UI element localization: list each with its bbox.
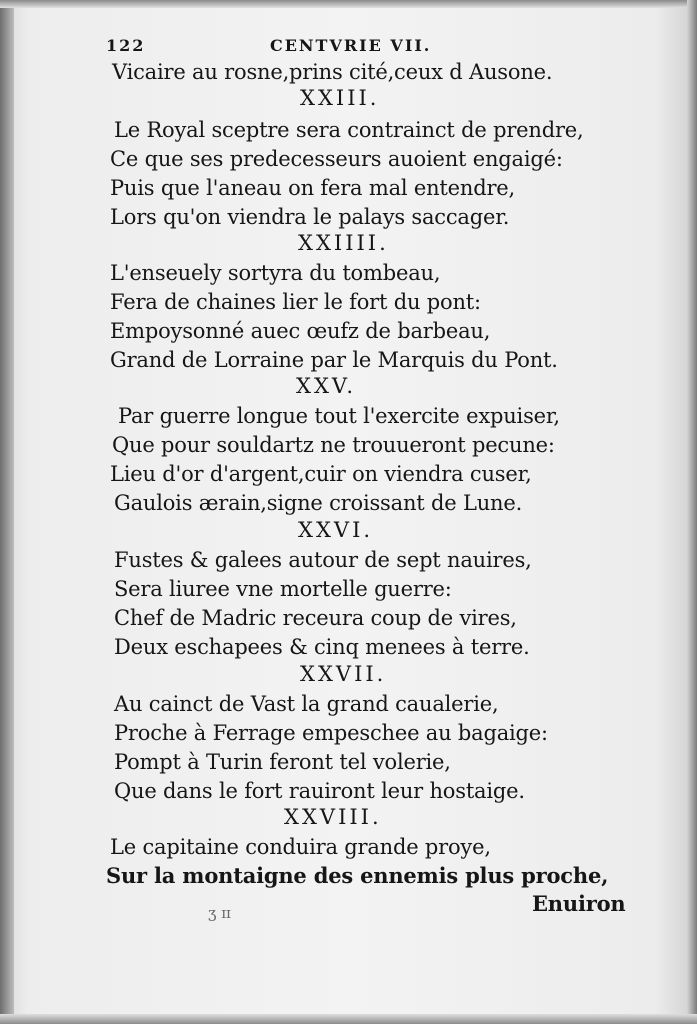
verse-line: Fustes & galees autour de sept nauires,	[114, 548, 532, 572]
verse-line: Lors qu'on viendra le palays saccager.	[110, 205, 510, 229]
quatrain-number: XXIII.	[300, 86, 380, 110]
quatrain-number: XXV.	[296, 374, 357, 398]
verse-line: Le capitaine conduira grande proye,	[110, 835, 491, 859]
verse-line: Au cainct de Vast la grand caualerie,	[114, 692, 499, 716]
verse-line: Empoysonné auec œufz de barbeau,	[110, 319, 491, 343]
verse-line: Chef de Madric receura coup de vires,	[114, 606, 517, 630]
verse-line: Lieu d'or d'argent,cuir on viendra cuser,	[110, 462, 532, 486]
page-number: 122	[106, 36, 146, 55]
verse-line: Grand de Lorraine par le Marquis du Pont.	[110, 348, 558, 372]
verse-line: Sur la montaigne des ennemis plus proche,	[106, 863, 609, 888]
verse-line: Vicaire au rosne,prins cité,ceux d Ausone.	[112, 60, 553, 84]
verse-line: Pompt à Turin feront tel volerie,	[114, 750, 451, 774]
quatrain-number: XXVIII.	[284, 805, 382, 829]
quatrain-number: XXIIII.	[298, 231, 389, 255]
verse-line: Gaulois ærain,signe croissant de Lune.	[114, 491, 523, 515]
verse-line: Sera liuree vne mortelle guerre:	[114, 577, 452, 601]
page-shadow-right	[687, 0, 697, 1024]
verse-line: Deux eschapees & cinq menees à terre.	[114, 635, 530, 659]
verse-line: Que dans le fort rauiront leur hostaige.	[114, 779, 525, 803]
verse-line: Ce que ses predecesseurs auoient engaigé:	[110, 147, 563, 171]
running-title: CENTVRIE VII.	[270, 36, 432, 55]
verse-line: Proche à Ferrage empeschee au bagaige:	[114, 721, 548, 745]
verse-line: Que pour souldartz ne trouueront pecune:	[112, 433, 555, 457]
page-shadow-bottom	[0, 1014, 697, 1024]
catchword: Enuiron	[532, 891, 626, 916]
page-shadow-top	[0, 0, 697, 8]
verse-line: L'enseuely sortyra du tombeau,	[110, 261, 441, 285]
verse-line: Puis que l'aneau on fera mal entendre,	[110, 176, 516, 200]
page-shadow-left	[0, 0, 14, 1024]
verse-line: Par guerre longue tout l'exercite expuiser,	[118, 404, 560, 428]
quatrain-number: XXVII.	[300, 662, 387, 686]
verse-line: Le Royal sceptre sera contrainct de prendre,	[114, 118, 584, 142]
verse-line: Fera de chaines lier le fort du pont:	[110, 290, 481, 314]
signature-mark: ʒ ɪɪ	[208, 904, 231, 922]
quatrain-number: XXVI.	[298, 518, 374, 542]
